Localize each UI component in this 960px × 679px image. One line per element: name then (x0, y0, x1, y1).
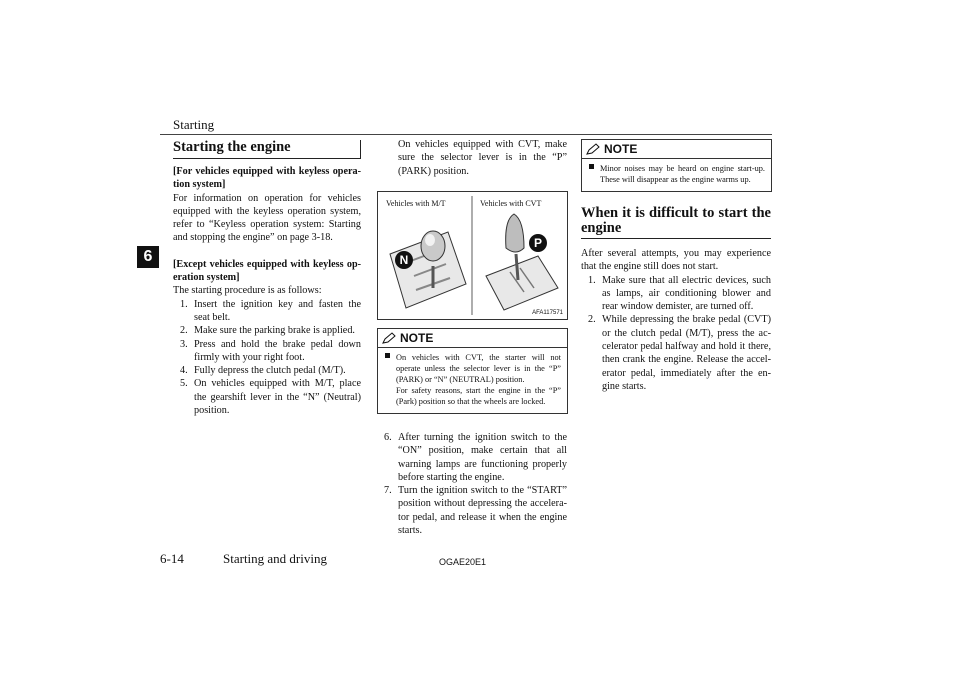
steps-list-1 (173, 298, 361, 418)
note-item: On vehicles with CVT, the starter will not operate unless the selector lever is in the “P” (PARK) or “N” (NEUTRAL) position. (384, 352, 561, 385)
left-column (173, 140, 361, 417)
list-item: 4. Fully depress the clutch pedal (M/T). (180, 365, 346, 377)
park-badge: P (533, 236, 543, 250)
paragraph-attempts: After several attempts, you may experience that the engine still does not start. (581, 248, 771, 273)
running-header: Starting (173, 117, 215, 132)
label-cvt: Vehicles with CVT (480, 199, 542, 208)
list-item: 1. Make sure that all electric devices, such as lamps, air conditioning blower and rear window demister, are turned off. (588, 274, 771, 313)
pencil-icon (586, 143, 600, 155)
gear-lever-illustration (378, 192, 567, 319)
page-number: 6-14 (160, 551, 184, 566)
figure-code: AFA117571 (532, 310, 563, 316)
section-title-difficult: When it is difficult to start the engine (581, 206, 771, 239)
subheading-keyless: [For vehicles equipped with keyless opera-tion system] (173, 166, 361, 191)
chapter-tab: 6 (137, 246, 159, 268)
right-column (581, 206, 771, 393)
header-rule (160, 134, 772, 135)
middle-column (377, 138, 567, 178)
steps-list-3 (581, 274, 771, 394)
pencil-icon (382, 332, 396, 344)
list-item: 2. While depressing the brake pedal (CVT) or the clutch pedal (M/T), press the ac-celerator pedal halfway and hold it there, then crank the engine. Release the accel-erator pedal, immediately after the en-gine starts. (588, 314, 771, 392)
middle-steps (377, 431, 567, 537)
label-mt: Vehicles with M/T (386, 199, 446, 208)
note-item: For safety reasons, start the engine in the “P” (Park) position so that the wheels are locked. (396, 386, 561, 406)
paragraph-keyless: For information on operation for vehicles equipped with the keyless operation system, refer to “Keyless operation system: Starting and stopping the engine” on page 3-18. (173, 192, 361, 244)
paragraph-procedure: The starting procedure is as follows: (173, 285, 322, 297)
list-item: 1. Insert the ignition key and fasten the seat belt. (180, 298, 361, 323)
document-code: OGAE20E1 (439, 557, 487, 567)
list-item: 3. Press and hold the brake pedal down firmly with your right foot. (180, 338, 361, 363)
paragraph-cvt-intro: On vehicles equipped with CVT, make sure the selector lever is in the “P” (PARK) position. (398, 139, 567, 177)
list-item: 6. After turning the ignition switch to the “ON” position, make certain that all warning lamps are functioning properly before starting the engine. (384, 432, 567, 483)
chapter-name: Starting and driving (223, 551, 327, 566)
note-item: Minor noises may be heard on engine start-up. These will disappear as the engine warms up. (588, 163, 765, 185)
shift-lever-figure (377, 191, 568, 320)
note-header: NOTE (378, 329, 567, 348)
neutral-badge: N (399, 253, 409, 267)
bullet-icon (589, 164, 594, 169)
section-title: Starting the engine (173, 140, 361, 159)
list-item: 7. Turn the ignition switch to the “START” position without depressing the accelera-tor pedal, and release it when the engine starts. (384, 485, 567, 537)
bullet-icon (385, 353, 390, 358)
note-box-noise (581, 139, 772, 192)
list-item: 5. On vehicles equipped with M/T, place the gearshift lever in the “N” (Neutral) position. (180, 378, 361, 417)
list-item: 2. Make sure the parking brake is applied. (180, 325, 355, 337)
steps-list-2 (377, 431, 567, 537)
subheading-except-keyless: [Except vehicles equipped with keyless op-eration system] (173, 258, 361, 284)
note-box-cvt (377, 328, 568, 414)
note-header: NOTE (582, 140, 771, 159)
